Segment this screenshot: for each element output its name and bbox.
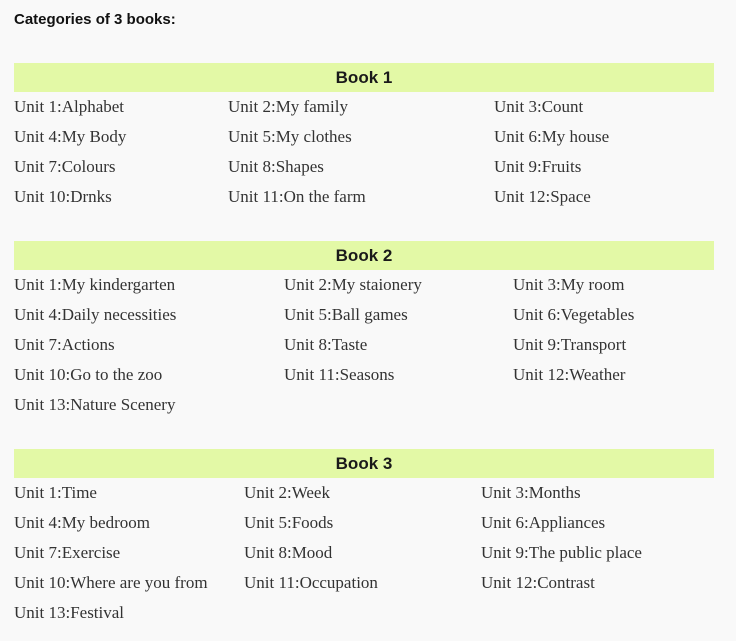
- unit-item: Unit 3:Months: [481, 483, 581, 502]
- unit-item: Unit 1:My kindergarten: [14, 275, 176, 294]
- unit-item: Unit 12:Weather: [513, 365, 626, 384]
- unit-item: Unit 10:Drnks: [14, 187, 112, 206]
- unit-item: Unit 8:Taste: [284, 335, 368, 354]
- unit-item: Unit 10:Go to the zoo: [14, 365, 163, 384]
- book-2-section: [14, 241, 714, 414]
- unit-item: Unit 11:On the farm: [228, 187, 366, 206]
- unit-item: Unit 9:Fruits: [494, 157, 582, 176]
- unit-item: Unit 4:My Body: [14, 127, 127, 146]
- unit-item: Unit 2:Week: [244, 483, 330, 502]
- book-1-title: Book 1: [14, 63, 714, 92]
- book-2-title: Book 2: [14, 241, 714, 270]
- unit-item: Unit 5:Foods: [244, 513, 334, 532]
- unit-item: Unit 8:Mood: [244, 543, 333, 562]
- unit-item: Unit 11:Occupation: [244, 573, 378, 592]
- unit-item: Unit 3:My room: [513, 275, 625, 294]
- unit-item: Unit 9:The public place: [481, 543, 642, 562]
- unit-item: Unit 1:Time: [14, 483, 97, 502]
- unit-item: Unit 1:Alphabet: [14, 97, 125, 116]
- unit-item: Unit 5:My clothes: [228, 127, 352, 146]
- book-3-section: [14, 449, 714, 622]
- unit-item: Unit 8:Shapes: [228, 157, 324, 176]
- book-1-section: [14, 63, 714, 206]
- unit-item: Unit 11:Seasons: [284, 365, 395, 384]
- unit-item: Unit 13:Festival: [14, 603, 125, 622]
- unit-item: Unit 5:Ball games: [284, 305, 408, 324]
- unit-item: Unit 4:Daily necessities: [14, 305, 177, 324]
- unit-item: Unit 7:Colours: [14, 157, 116, 176]
- unit-item: Unit 10:Where are you from: [14, 573, 208, 592]
- unit-item: Unit 7:Exercise: [14, 543, 121, 562]
- unit-item: Unit 12:Space: [494, 187, 591, 206]
- unit-item: Unit 4:My bedroom: [14, 513, 150, 532]
- unit-item: Unit 7:Actions: [14, 335, 115, 354]
- page-heading: Categories of 3 books:: [14, 11, 176, 28]
- unit-item: Unit 6:Appliances: [481, 513, 606, 532]
- book-3-title: Book 3: [14, 449, 714, 478]
- unit-item: Unit 12:Contrast: [481, 573, 595, 592]
- unit-item: Unit 9:Transport: [513, 335, 627, 354]
- unit-item: Unit 6:My house: [494, 127, 610, 146]
- unit-item: Unit 2:My staionery: [284, 275, 422, 294]
- unit-item: Unit 3:Count: [494, 97, 584, 116]
- unit-item: Unit 13:Nature Scenery: [14, 395, 176, 414]
- unit-item: Unit 2:My family: [228, 97, 348, 116]
- unit-item: Unit 6:Vegetables: [513, 305, 635, 324]
